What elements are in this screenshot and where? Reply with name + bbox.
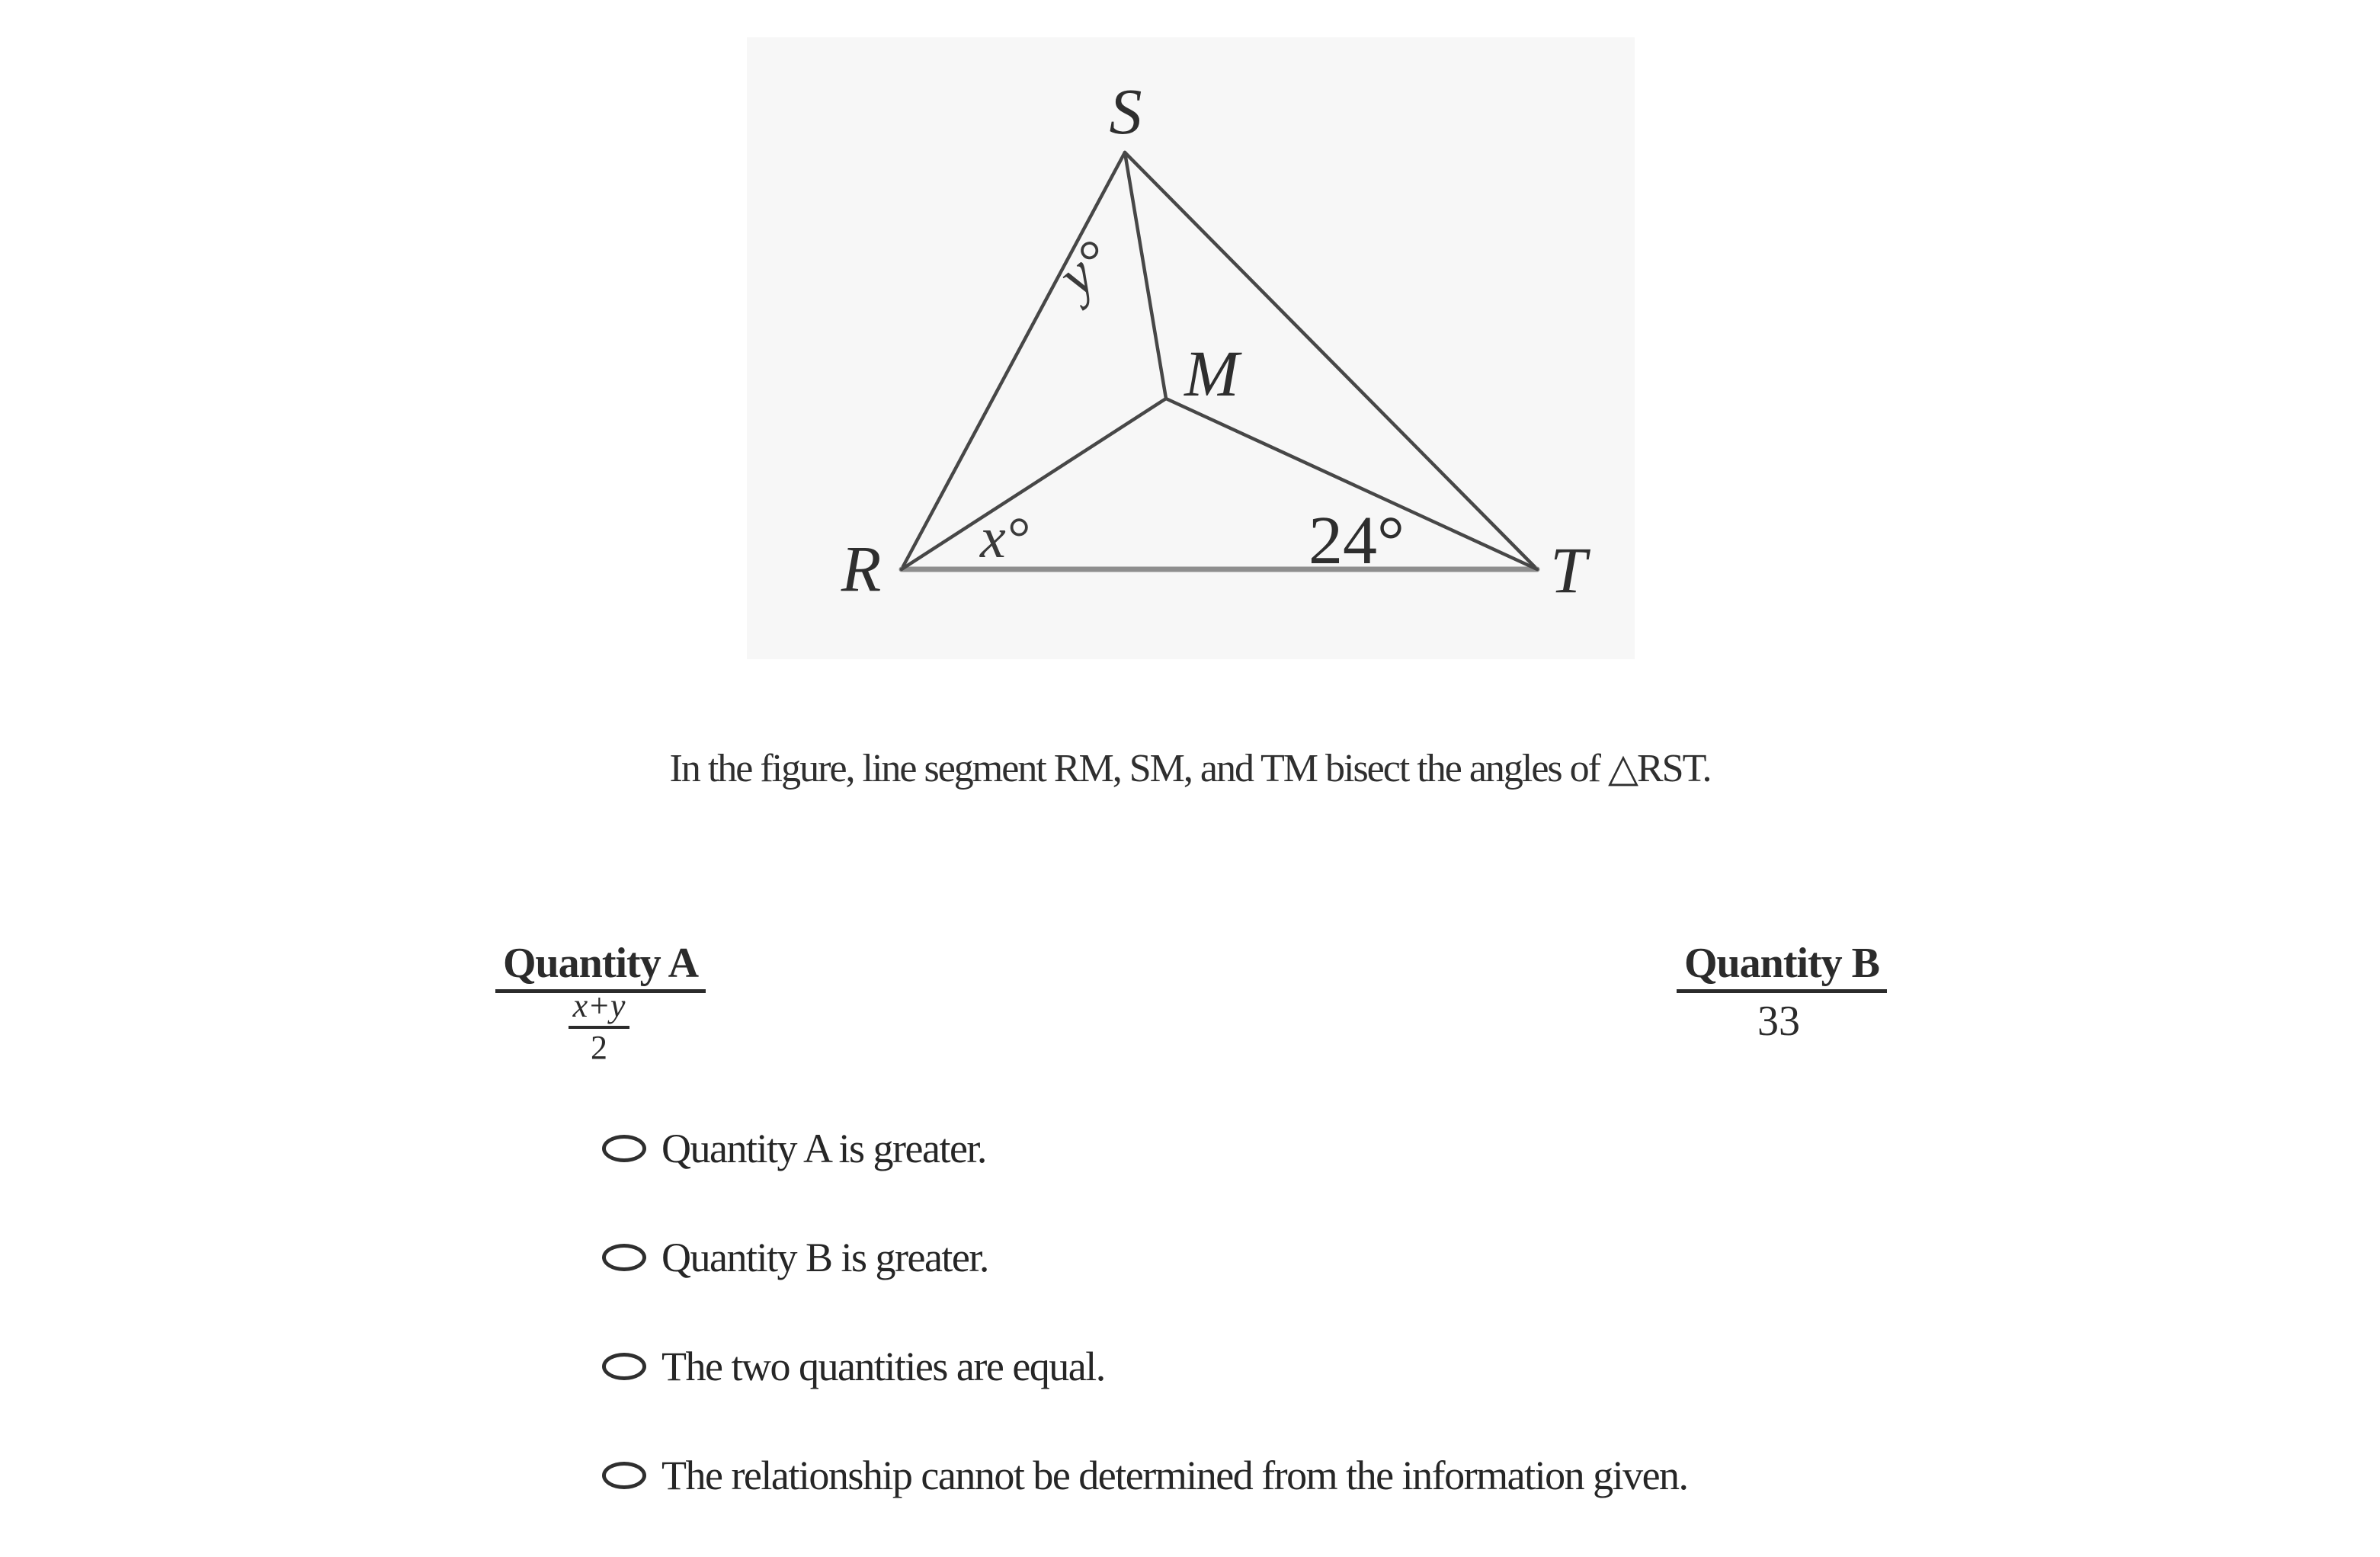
option-2-label[interactable]: Quantity B is greater. <box>661 1235 988 1280</box>
vertex-label-R: R <box>841 532 882 605</box>
option-3-label[interactable]: The two quantities are equal. <box>661 1344 1105 1389</box>
option-1-label[interactable]: Quantity A is greater. <box>661 1126 986 1171</box>
segment-RM <box>902 399 1166 569</box>
vertex-label-S: S <box>1109 75 1142 148</box>
geometry-figure <box>747 37 1635 659</box>
figure-caption: In the figure, line segment RM, SM, and TM bisect the angles of △RST. <box>669 747 1711 790</box>
angle-label-y: y° <box>1046 228 1125 309</box>
radio-option-4[interactable] <box>602 1462 646 1489</box>
answer-option-4[interactable] <box>602 1448 1688 1503</box>
angle-label-24: 24° <box>1309 503 1405 578</box>
quantity-b-header-label: Quantity B <box>1677 939 1887 993</box>
fraction-denominator: 2 <box>591 1029 607 1066</box>
point-label-M: M <box>1184 337 1239 410</box>
triangle-diagram <box>747 37 1635 659</box>
quantity-b-value: 33 <box>1757 998 1800 1045</box>
radio-option-2[interactable] <box>602 1244 646 1271</box>
quantity-a-value <box>523 988 675 1065</box>
answer-option-2[interactable] <box>602 1230 988 1285</box>
answer-option-1[interactable] <box>602 1121 986 1176</box>
quantity-a-header-label: Quantity A <box>495 939 706 993</box>
angle-label-x: x° <box>979 506 1030 570</box>
option-4-label[interactable]: The relationship cannot be determined from the information given. <box>661 1453 1688 1498</box>
quantity-b-header <box>1629 939 1934 993</box>
vertex-label-T: T <box>1550 533 1587 607</box>
quantity-a-header <box>448 939 753 993</box>
radio-option-3[interactable] <box>602 1353 646 1380</box>
radio-option-1[interactable] <box>602 1135 646 1162</box>
fraction-numerator: x+y <box>572 987 626 1024</box>
answer-option-3[interactable] <box>602 1339 1105 1394</box>
